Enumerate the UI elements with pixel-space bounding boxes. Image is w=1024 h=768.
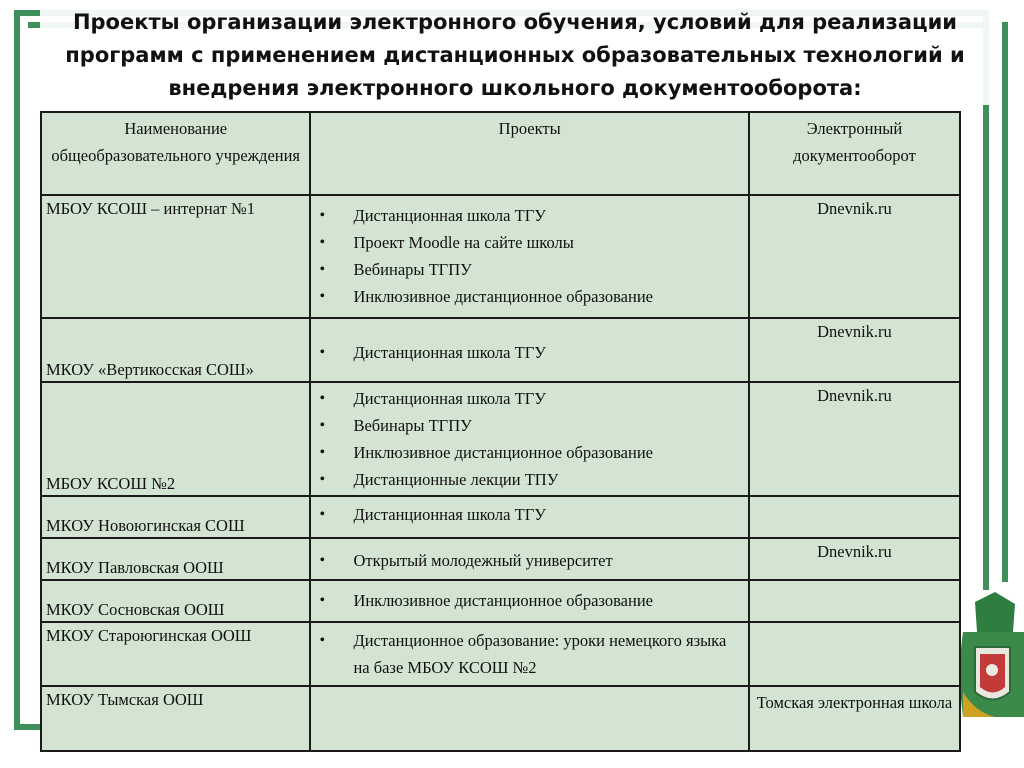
institution-cell: МКОУ Павловская ООШ [41,538,310,580]
projects-list [315,583,743,614]
projects-list [315,625,743,681]
list-item: • Инклюзивное дистанционное образование [315,439,743,466]
institution-cell: МБОУ КСОШ №2 [41,382,310,496]
frame-line-right-outer [1002,22,1008,582]
projects-table [40,111,961,752]
page-title: Проекты организации электронного обучения, условий для реализации программ с применением дистанционных образовательных технологий и внедрения электронного школьного документооборота: [40,6,990,105]
projects-list [315,499,743,528]
institution-cell: МКОУ Сосновская ООШ [41,580,310,622]
projects-cell [310,195,748,318]
document-flow-cell [749,622,960,686]
list-item: • Дистанционное образование: уроки немецкого языка на базе МБОУ КСОШ №2 [315,627,743,681]
institution-cell: МКОУ «Вертикосская СОШ» [41,318,310,382]
projects-cell [310,382,748,496]
list-item: • Дистанционные лекции ТПУ [315,466,743,493]
list-item: • Открытый молодежный университет [315,547,743,574]
list-item: • Инклюзивное дистанционное образование [315,283,743,310]
table-row [41,686,960,751]
document-flow-cell [749,580,960,622]
list-item: • Вебинары ТГПУ [315,256,743,283]
projects-cell [310,622,748,686]
document-flow-cell: Dnevnik.ru [749,195,960,318]
document-flow-cell: Dnevnik.ru [749,538,960,580]
table-row [41,318,960,382]
projects-cell [310,686,748,751]
header-document-flow: Электронный документооборот [749,112,960,195]
projects-cell [310,580,748,622]
table-row [41,622,960,686]
projects-list [315,385,743,493]
list-item: • Вебинары ТГПУ [315,412,743,439]
list-item: • Дистанционная школа ТГУ [315,385,743,412]
table-row [41,496,960,538]
projects-list [315,198,743,310]
frame-line-left [14,10,20,730]
document-flow-cell: Dnevnik.ru [749,318,960,382]
list-item: • Дистанционная школа ТГУ [315,501,743,528]
document-flow-cell: Dnevnik.ru [749,382,960,496]
institution-cell: МБОУ КСОШ – интернат №1 [41,195,310,318]
table-row [41,538,960,580]
table-row [41,382,960,496]
list-item: • Проект Moodle на сайте школы [315,229,743,256]
table-row [41,580,960,622]
table-row [41,195,960,318]
header-institution: Наименование общеобразовательного учреждения [41,112,310,195]
projects-cell [310,496,748,538]
header-projects: Проекты [310,112,748,195]
institution-cell: МКОУ Тымская ООШ [41,686,310,751]
document-flow-cell: Томская электронная школа [749,686,960,751]
document-flow-cell [749,496,960,538]
projects-cell [310,538,748,580]
institution-cell: МКОУ Староюгинская ООШ [41,622,310,686]
list-item: • Дистанционная школа ТГУ [315,339,743,366]
projects-list [315,335,743,366]
emblem-icon [955,592,1024,722]
list-item: • Дистанционная школа ТГУ [315,202,743,229]
list-item: • Инклюзивное дистанционное образование [315,587,743,614]
projects-cell [310,318,748,382]
institution-cell: МКОУ Новоюгинская СОШ [41,496,310,538]
table-header-row [41,112,960,195]
projects-list [315,541,743,574]
